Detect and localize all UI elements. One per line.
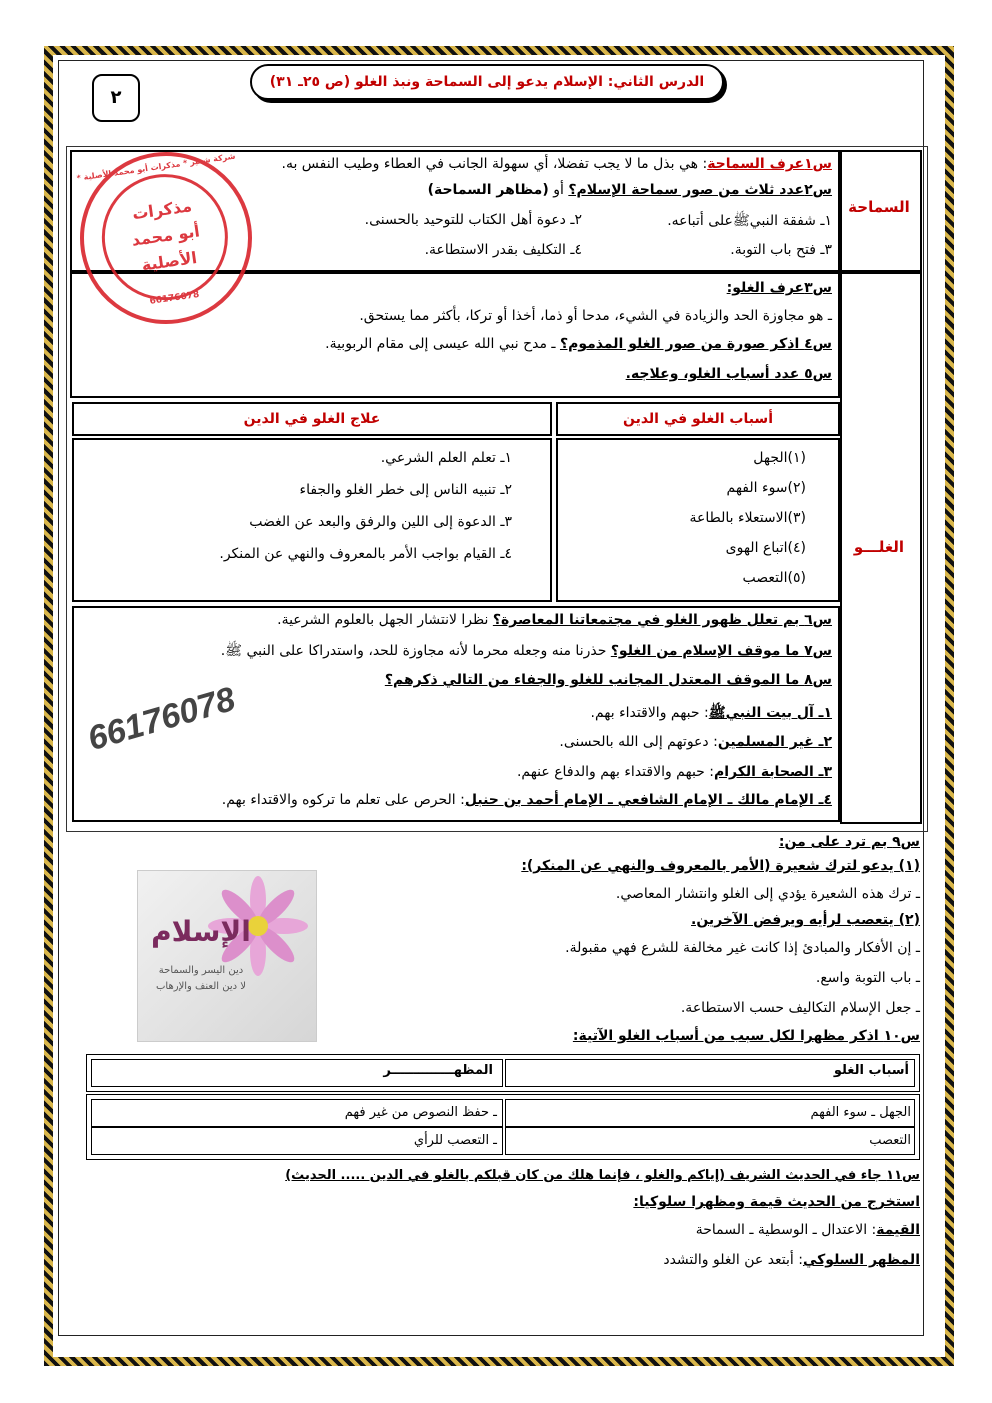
q4-line [325,336,832,352]
q11-head: س١١ جاء في الحديث الشريف (إياكم والغلو ، فإنما هلك من كان قبلكم بالغلو في الدين ..... الحديث) [285,1168,920,1183]
q2-alt: (مظاهر السماحة) [427,182,549,198]
q2-head: س٢عدد ثلاث من صور سماحة الإسلام؟ [568,182,832,198]
cure-title: علاج الغلو في الدين [72,402,552,436]
q4-text: ـ مدح نبي الله عيسى إلى مقام الربوبية. [325,336,556,352]
q6-line [277,612,832,628]
cause-item: (١)الجهل [753,450,806,466]
q8-item-1: ١ـ آل بيت النبيﷺ: حبهم والاقتداء بهم. [590,705,832,721]
q2-line [428,182,832,198]
ghulu-label: الغلـــو [853,538,905,556]
phone-watermark: 66176078 [83,679,240,759]
stamp-line-3: الأصلية [140,247,199,275]
stamp-ring-text: شركة شعير * مذكرات أبو محمد الأصلية * [76,151,236,183]
causes-title: أسباب الغلو في الدين [556,402,840,436]
q8-item-2: ٢ـ غير المسلمين: دعوتهم إلى الله بالحسنى. [559,734,832,750]
q3-head: س٣عرف الغلو: [726,280,832,296]
q8-head: س٨ ما الموقف المعتدل المجانب للغلو والجفاء من التالي ذكرهم؟ [384,672,832,688]
cure-item: ٢ـ تنبيه الناس إلى خطر الغلو والجفاء [299,482,512,498]
islam-image [137,870,317,1042]
q4-head: س٤ اذكر صورة من صور الغلو المذموم؟ [559,336,832,352]
q7-head: س٧ ما موقف الإسلام من الغلو؟ [610,643,832,659]
q10-row1-cause: الجهل ـ سوء الفهم [810,1105,911,1120]
q5-head: س٥ عدد أسباب الغلو، وعلاجه. [625,366,832,382]
page-number: ٢ [92,74,140,122]
q10-header-table [86,1054,920,1092]
samaha-item-4: ٤ـ التكليف بقدر الاستطاعة. [424,242,582,258]
cure-item: ٤ـ القيام بواجب الأمر بالمعروف والنهي عن المنكر. [219,546,512,562]
q11-value: القيمة: الاعتدال ـ الوسطية ـ السماحة [695,1222,920,1238]
image-sub-1: دين اليسر والسماحة [158,965,244,976]
q10-cell [505,1127,915,1155]
q9-p1-head: (١) يدعو لترك شعيرة (الأمر بالمعروف والنهي عن المنكر): [521,858,920,874]
q9-p2-item: ـ جعل الإسلام التكاليف حسب الاستطاعة. [680,1000,920,1016]
q9-section [330,834,920,1024]
q11-behaviour: المظهر السلوكي: أبتعد عن الغلو والتشدد [663,1252,920,1268]
q7-text: حذرنا منه وجعله محرما لأنه مجاوزة للحد، واستدراكا على النبي ﷺ. [220,643,607,659]
q8-item-4: ٤ـ الإمام مالك ـ الإمام الشافعي ـ الإمام أحمد بن حنبل: الحرص على تعلم ما تركوه والاقتداء بهم. [221,792,832,808]
cause-item: (٤)اتباع الهوى [725,540,806,556]
q10-row2-sign: ـ التعصب للرأي [413,1133,497,1148]
cure-list [80,448,512,598]
q8-item-3: ٣ـ الصحابة الكرام: حبهم والاقتداء بهم والدفاع عنهم. [516,764,832,780]
cause-item: (٣)الاستعلاء بالطاعة [689,510,806,526]
q10-col1: أسباب الغلو [833,1063,909,1078]
cure-item: ١ـ تعلم العلم الشرعي. [380,450,512,466]
samaha-item-3: ٣ـ فتح باب التوبة. [730,242,832,258]
q10-row1-sign: ـ حفظ النصوص من غير فهم [344,1105,497,1120]
lesson-title: الدرس الثاني: الإسلام يدعو إلى السماحة ونبذ الغلو (ص ٢٥ـ ٣١) [250,64,724,100]
q10-row2-cause: التعصب [869,1133,911,1148]
image-sub-2: لا دين العنف والإرهاب [156,981,246,992]
causes-list [560,448,806,598]
q3-text: ـ هو مجاوزة الحد والزيادة في الشيء، مدحا أو ذما، أخذا أو تركا، بأكثر مما يستحق. [359,308,832,324]
q9-p2-item: ـ إن الأفكار والمبادئ إذا كانت غير مخالفة للشرع فهي مقبولة. [565,940,920,956]
q1-line [282,156,833,172]
q10-head: س١٠ اذكر مظهرا لكل سبب من أسباب الغلو الآتية: [572,1028,920,1044]
q7-line [221,642,832,662]
q9-p2-head: (٢) يتعصب لرأيه ويرفض الآخرين. [691,912,920,928]
q1-head: س١عرف السماحة [707,156,832,172]
q10-col2: المظهــــــــــــــر [383,1063,493,1078]
q11-sub: استخرج من الحديث قيمة ومظهرا سلوكيا: [633,1194,920,1210]
flower-icon [138,871,316,1041]
stamp-line-1: مذكرات [131,196,194,224]
cause-item: (٥)التعصب [742,570,806,586]
q9-p1-text: ـ ترك هذه الشعيرة يؤدي إلى الغلو وانتشار المعاصي. [615,886,920,902]
q11-section [250,1168,920,1278]
q1-text: : هي بذل ما لا يجب تفضلا، أي سهولة الجانب في العطاء وطيب النفس به. [281,156,708,172]
stamp-number: 66176078 [148,289,200,307]
stamp-line-2: أبو محمد [130,221,201,250]
cure-item: ٣ـ الدعوة إلى اللين والرفق والبعد عن الغضب [249,514,512,530]
q6-text: نظرا لانتشار الجهل بالعلوم الشرعية. [277,612,489,628]
q10-body-table [86,1094,920,1160]
q9-head: س٩ بم ترد على من: [778,834,920,850]
samaha-item-1: ١ـ شفقة النبيﷺعلى أتباعه. [667,213,832,229]
q6-head: س٦ بم تعلل ظهور الغلو في مجتمعاتنا المعاصرة؟ [492,612,832,628]
image-title: الإسلام [151,915,251,948]
cause-item: (٢)سوء الفهم [726,480,806,496]
samaha-item-2: ٢ـ دعوة أهل الكتاب للتوحيد بالحسنى. [364,212,582,228]
samaha-label: السماحة [848,198,910,216]
q2-or: أو [553,182,564,198]
q9-p2-item: ـ باب التوبة واسع. [815,970,920,986]
